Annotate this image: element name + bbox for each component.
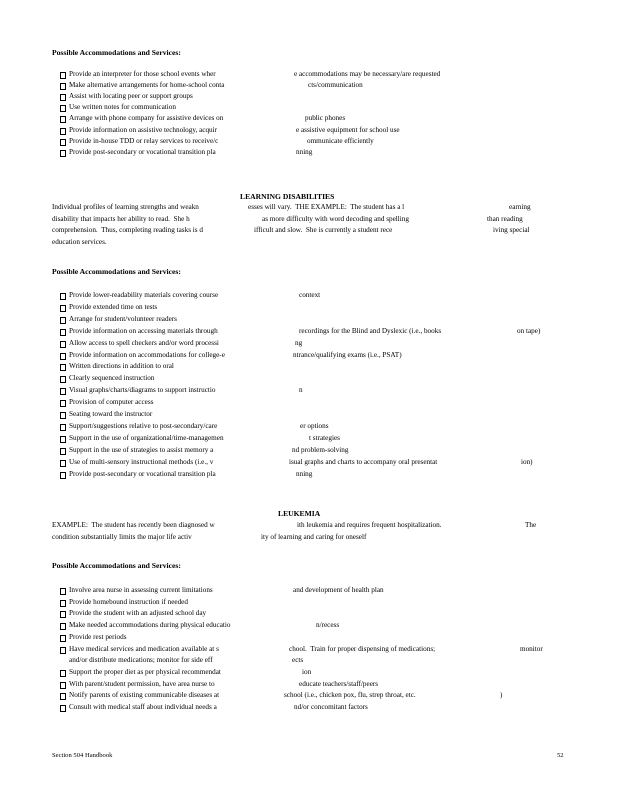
paragraph-text: iving special — [493, 226, 530, 234]
list-item-text: Provide an interpreter for those school events wher — [69, 70, 216, 78]
bullet-checkbox-icon — [60, 83, 66, 90]
bullet-checkbox-icon — [60, 364, 66, 371]
list-item-text: er options — [300, 421, 329, 430]
paragraph-text: than reading — [487, 214, 523, 223]
list-item-text: Notify parents of existing communicable diseases at — [69, 691, 220, 700]
list-item-text: Assist with locating peer or support groups — [69, 92, 193, 101]
list-item-text: With parent/student permission, have area nurse to — [69, 679, 215, 688]
list-item-text: Support in the use of organizational/time-managemen — [69, 433, 224, 442]
list-item-text: nning — [296, 469, 313, 478]
list-item-text: Provide rest periods — [69, 632, 127, 641]
bullet-checkbox-icon — [60, 329, 66, 336]
bullet-checkbox-icon — [60, 670, 66, 677]
list-item-text: nning — [296, 147, 313, 156]
list-item-text: Arrange for student/volunteer readers — [69, 314, 177, 323]
list-item-text: Make alternative arrangements for home-school conta — [69, 81, 225, 90]
footer-left: Section 504 Handbook — [52, 752, 113, 759]
bullet-checkbox-icon — [60, 588, 66, 595]
bullet-checkbox-icon — [60, 448, 66, 455]
bullet-checkbox-icon — [60, 94, 66, 101]
list-item-text: ) — [500, 691, 503, 700]
list-item-text: Written directions in addition to oral — [69, 362, 174, 371]
bullet-checkbox-icon — [60, 635, 66, 642]
bullet-checkbox-icon — [60, 472, 66, 479]
list-item-text: Provide information on accessing materials through — [69, 326, 218, 335]
list-item-text: Use of multi-sensory instructional methods (i.e., v — [69, 457, 214, 466]
list-item-text: cts/communication — [308, 81, 363, 90]
list-item-text: chool. Train for proper dispensing of medications; — [289, 644, 436, 653]
list-item-text: Support/suggestions relative to post-secondary/care — [69, 421, 218, 430]
section-heading: Possible Accommodations and Services: — [52, 48, 181, 57]
list-item-text: ntrance/qualifying exams (i.e., PSAT) — [293, 350, 402, 359]
paragraph-text: education services. — [52, 237, 107, 246]
list-item-text: Arrange with phone company for assistive devices on — [69, 114, 224, 123]
paragraph-text: ity of learning and caring for oneself — [261, 532, 367, 541]
list-item-text: Support the proper diet as per physical recommendat — [69, 667, 221, 676]
bullet-checkbox-icon — [60, 105, 66, 112]
list-item-text: Provide lower-readability materials covering course — [69, 291, 219, 299]
paragraph-text: esses will vary. THE EXAMPLE: The student has a l — [248, 203, 405, 211]
list-item-text: ion) — [521, 457, 533, 466]
bullet-checkbox-icon — [60, 139, 66, 146]
list-item-text: Allow access to spell checkers and/or word processi — [69, 338, 219, 347]
list-item-text: monitor — [520, 644, 543, 653]
list-item-text: context — [299, 291, 321, 299]
list-item-text: Consult with medical staff about individual needs a — [69, 703, 217, 711]
bullet-checkbox-icon — [60, 128, 66, 135]
list-item-text: Seating toward the instructor — [69, 410, 153, 418]
list-item-text: e accommodations may be necessary/are requested — [294, 70, 441, 78]
paragraph-text: earning — [509, 203, 531, 211]
bullet-checkbox-icon — [60, 647, 66, 654]
list-item-text: Visual graphs/charts/diagrams to support instructio — [69, 386, 216, 395]
list-item-text: Have medical services and medication available at s — [69, 644, 219, 653]
list-item-text: public phones — [305, 114, 346, 123]
bullet-checkbox-icon — [60, 116, 66, 123]
paragraph-text: disability that impacts her ability to read. She h — [52, 214, 190, 223]
list-item-text: Support in the use of strategies to assist memory a — [69, 445, 214, 454]
bullet-checkbox-icon — [60, 424, 66, 431]
bullet-checkbox-icon — [60, 436, 66, 443]
list-item-text: Provide information on accommodations for college-e — [69, 350, 225, 359]
paragraph-text: Individual profiles of learning strengths and weakn — [52, 203, 199, 211]
bullet-checkbox-icon — [60, 150, 66, 157]
list-item-text: nd/or concomitant factors — [294, 703, 368, 711]
list-item-text: Provide post-secondary or vocational transition pla — [69, 147, 216, 156]
list-item-text: isual graphs and charts to accompany oral presentat — [289, 457, 438, 466]
list-item-text: Provide extended time on tests — [69, 302, 158, 311]
bullet-checkbox-icon — [60, 376, 66, 383]
page-number: 52 — [557, 752, 564, 759]
list-item-text: recordings for the Blind and Dyslexic (i.e., books — [299, 326, 442, 335]
paragraph-text: as more difficulty with word decoding and spelling — [262, 214, 409, 223]
list-item-text: Provide information on assistive technology, acquir — [69, 125, 218, 134]
bullet-checkbox-icon — [60, 293, 66, 300]
list-item-text: Provide in-house TDD or relay services to receive/c — [69, 136, 219, 145]
paragraph-text: condition substantially limits the major life activ — [52, 532, 192, 541]
list-item-text: ects — [292, 656, 304, 665]
list-item-text: educate teachers/staff/peers — [299, 679, 379, 688]
list-item-text: on tape) — [517, 326, 541, 335]
list-item-text: Provide post-secondary or vocational transition pla — [69, 469, 216, 478]
bullet-checkbox-icon — [60, 693, 66, 700]
bullet-checkbox-icon — [60, 682, 66, 689]
list-item-text: Provide homebound instruction if needed — [69, 597, 188, 606]
paragraph-text: ifficult and slow. She is currently a student rece — [254, 226, 393, 234]
bullet-checkbox-icon — [60, 317, 66, 324]
list-item-text: and development of health plan — [293, 586, 384, 594]
list-item-text: Clearly sequenced instruction — [69, 374, 155, 383]
bullet-checkbox-icon — [60, 611, 66, 618]
bullet-checkbox-icon — [60, 341, 66, 348]
list-item-text: e assistive equipment for school use — [296, 125, 400, 134]
section-title-leukemia: LEUKEMIA — [278, 509, 321, 518]
paragraph-text: comprehension. Thus, completing reading tasks is d — [52, 226, 203, 234]
bullet-checkbox-icon — [60, 400, 66, 407]
list-item-text: Provide the student with an adjusted school day — [69, 609, 207, 618]
bullet-checkbox-icon — [60, 412, 66, 419]
list-item-text: nd problem-solving — [292, 445, 349, 454]
list-item-text: n/recess — [316, 621, 340, 630]
bullet-checkbox-icon — [60, 460, 66, 467]
bullet-checkbox-icon — [60, 72, 66, 79]
paragraph-text: The — [525, 521, 537, 529]
list-item-text: school (i.e., chicken pox, flu, strep throat, etc. — [284, 691, 416, 700]
bullet-checkbox-icon — [60, 705, 66, 712]
section-heading: Possible Accommodations and Services: — [52, 267, 181, 276]
list-item-text: ommunicate efficiently — [307, 136, 374, 145]
list-item-text: ion — [302, 667, 312, 676]
list-item-text: Make needed accommodations during physical educatio — [69, 621, 231, 630]
list-item-text: ng — [295, 338, 303, 347]
list-item-text: t strategies — [309, 433, 340, 442]
bullet-checkbox-icon — [60, 600, 66, 607]
section-heading: Possible Accommodations and Services: — [52, 561, 181, 570]
bullet-checkbox-icon — [60, 623, 66, 630]
bullet-checkbox-icon — [60, 305, 66, 312]
list-item-text: Involve area nurse in assessing current limitations — [69, 586, 213, 594]
list-item-text: and/or distribute medications; monitor for side eff — [69, 656, 213, 665]
paragraph-text: EXAMPLE: The student has recently been diagnosed w — [52, 521, 215, 529]
paragraph-text: ith leukemia and requires frequent hospitalization. — [297, 521, 442, 529]
list-item-text: Provision of computer access — [69, 398, 154, 407]
section-title-learning-disabilities: LEARNING DISABILITIES — [240, 192, 335, 201]
bullet-checkbox-icon — [60, 353, 66, 360]
list-item-text: Use written notes for communication — [69, 103, 176, 112]
list-item-text: n — [299, 386, 303, 395]
bullet-checkbox-icon — [60, 388, 66, 395]
